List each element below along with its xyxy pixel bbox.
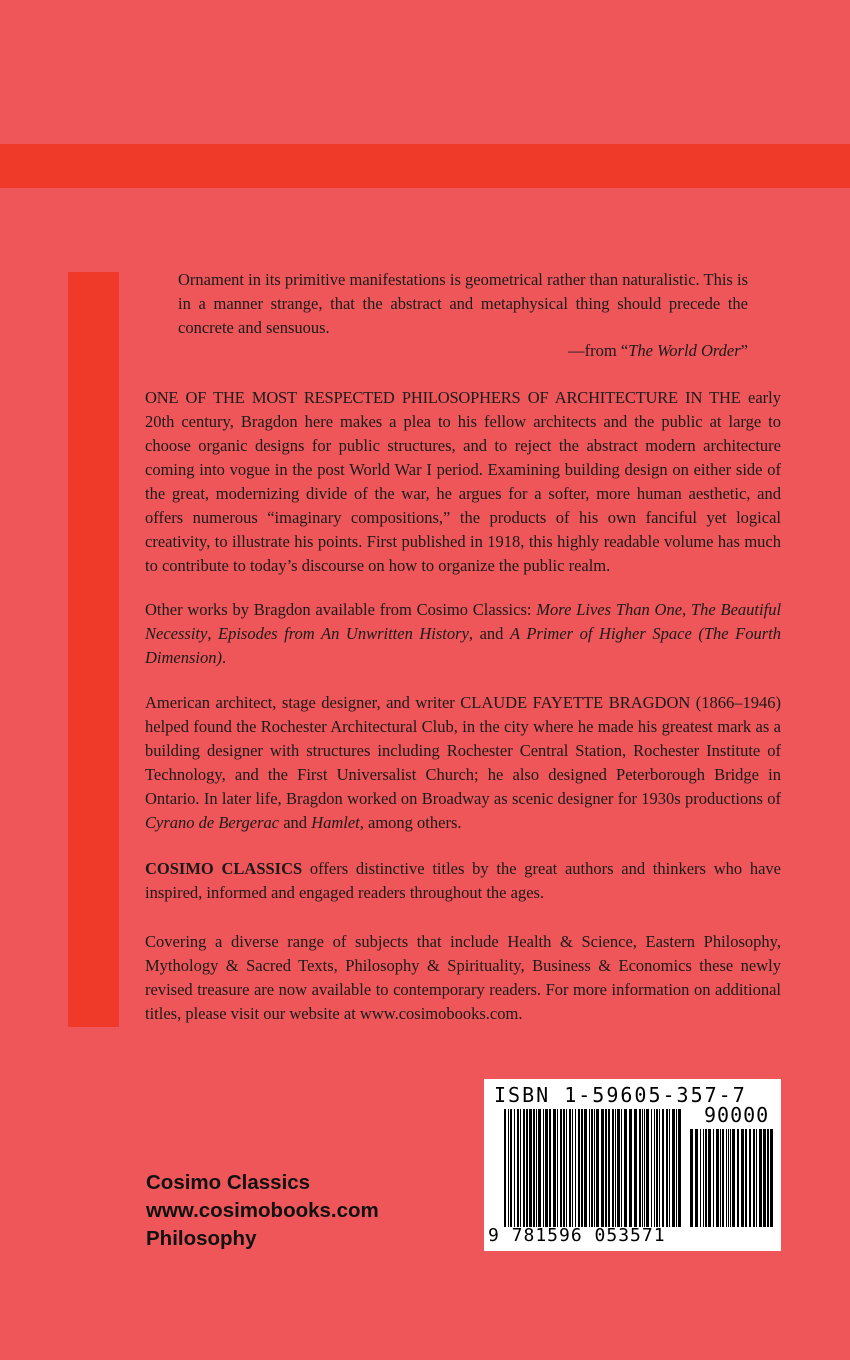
barcode-bar	[716, 1129, 719, 1227]
barcode-bar	[732, 1129, 735, 1227]
price-code: 90000	[704, 1103, 770, 1127]
barcode-bar	[545, 1109, 548, 1227]
barcode-bar	[639, 1109, 641, 1227]
barcode-bar	[575, 1109, 576, 1227]
publisher-name: Cosimo Classics	[146, 1171, 311, 1194]
bio-work-title: Hamlet	[311, 813, 360, 832]
isbn-label: ISBN 1-59605-357-7	[494, 1083, 747, 1107]
barcode-bar	[753, 1129, 755, 1227]
barcode-bar	[745, 1129, 747, 1227]
other-work-title: More Lives Than One	[536, 600, 683, 619]
barcode-bar	[569, 1109, 571, 1227]
barcode-bar	[703, 1129, 704, 1227]
barcode-bar	[759, 1129, 762, 1227]
barcode-bar	[713, 1129, 714, 1227]
barcode-bar	[605, 1109, 607, 1227]
barcode-bar	[728, 1129, 729, 1227]
barcode-bar	[666, 1109, 668, 1227]
barcode-bar	[741, 1129, 744, 1227]
barcode-bar	[523, 1109, 525, 1227]
barcode-bar	[654, 1109, 655, 1227]
barcode-bar	[596, 1109, 599, 1227]
barcode-bar	[578, 1109, 580, 1227]
barcode-bar	[676, 1109, 677, 1227]
side-accent-bar	[68, 272, 119, 1027]
separator: ,	[207, 624, 219, 643]
other-work-title: A Primer of Higher Space (The Fourth Dimension)	[145, 624, 781, 667]
barcode-bar	[563, 1109, 565, 1227]
barcode-bar	[594, 1109, 595, 1227]
separator: ,	[682, 600, 691, 619]
barcode-bar	[581, 1109, 583, 1227]
barcode-bar	[672, 1109, 675, 1227]
barcode-bar	[720, 1129, 721, 1227]
conjunction: and	[279, 813, 312, 832]
barcode-bar	[770, 1129, 773, 1227]
barcode-bar	[662, 1109, 664, 1227]
bio-text: American architect, stage designer, and writer CLAUDE FAYETTE BRAGDON (1866–1946) helped found the Rochester Architectural Club, in the city where he made his greatest mark as a building designer with structures including Rochester Central Station, Rochester Institute of Technology, and the First Universalist Church; he also designed Peterborough Bridge in Ontario. In later life, Bragdon worked on Broadway as scenic designer for 1930s productions of	[145, 693, 781, 808]
covering-paragraph: Covering a diverse range of subjects that include Health & Science, Eastern Philosophy, Mythology & Sacred Texts, Philosophy & Spirituality, Business & Economics these newly revised treasure are now available to contemporary readers. For more information on additional titles, please visit our website at www.cosimobooks.com.	[145, 932, 781, 1023]
barcode-bar	[504, 1109, 506, 1227]
barcode-bar	[749, 1129, 751, 1227]
barcode-bar	[560, 1109, 562, 1227]
barcode-bar	[526, 1109, 528, 1227]
barcode-bar	[722, 1129, 724, 1227]
barcode-bar	[767, 1129, 769, 1227]
cosimo-brand: COSIMO CLASSICS	[145, 859, 303, 878]
epigraph-quote: Ornament in its primitive manifestations is geometrical rather than naturalistic. This is in a manner strange, that the abstract and metaphysical thing should precede the concrete and sensuous.	[178, 270, 748, 337]
top-accent-band	[0, 144, 850, 188]
barcode-bar	[591, 1109, 593, 1227]
barcode-bar	[690, 1129, 693, 1227]
barcode-bar	[584, 1109, 587, 1227]
barcode-bar	[514, 1109, 515, 1227]
attribution-suffix: ”	[740, 341, 748, 360]
attribution-prefix: —from “	[568, 341, 629, 360]
barcode-bar	[644, 1109, 645, 1227]
addon-barcode-bars-icon	[690, 1129, 774, 1227]
barcode-bar	[520, 1109, 521, 1227]
ean-number: 9 781596 053571	[488, 1225, 666, 1246]
barcode-bar	[705, 1129, 707, 1227]
description-paragraph	[145, 386, 781, 578]
cosimo-paragraph	[145, 857, 781, 905]
author-bio-paragraph	[145, 691, 781, 835]
epigraph-attribution	[178, 340, 748, 362]
barcode-bar	[543, 1109, 544, 1227]
period: .	[222, 648, 227, 667]
barcode-bar	[669, 1109, 670, 1227]
attribution-title: The World Order	[628, 341, 741, 360]
publisher-website: www.cosimobooks.com	[146, 1199, 379, 1222]
barcode-bar	[624, 1109, 627, 1227]
isbn-barcode	[484, 1079, 781, 1251]
bio-work-title: Cyrano de Bergerac	[145, 813, 280, 832]
barcode-bar	[656, 1109, 658, 1227]
barcode-bar	[756, 1129, 757, 1227]
barcode-bar	[589, 1109, 590, 1227]
barcode-bar	[549, 1109, 551, 1227]
barcode-bar	[726, 1129, 727, 1227]
barcode-bar	[538, 1109, 541, 1227]
barcode-bar	[621, 1109, 622, 1227]
barcode-bar	[510, 1109, 512, 1227]
barcode-bars-icon	[504, 1109, 684, 1227]
barcode-bar	[601, 1109, 604, 1227]
barcode-bar	[529, 1109, 532, 1227]
barcode-bar	[708, 1129, 711, 1227]
barcode-bar	[608, 1109, 610, 1227]
other-work-title: The Beautiful Necessity	[145, 600, 782, 643]
description-text: early 20th century, Bragdon here makes a plea to his fellow architects and the public at large to choose organic designs for public structures, and to reject the abstract modern architecture coming into vogue in the post World War I period. Examining building design on either side of the great, modernizing divide of the war, he argues for a softer, more human aesthetic, and offers numerous “imaginary compositions,” the products of his own fanciful yet logical creativity, to illustrate his points. First published in 1918, this highly readable volume has much to contribute to today’s discourse on how to organize the public realm.	[145, 388, 781, 575]
barcode-bar	[642, 1109, 643, 1227]
barcode-bar	[695, 1129, 698, 1227]
separator: , and	[468, 624, 510, 643]
barcode-bar	[533, 1109, 535, 1227]
other-works-intro: Other works by Bragdon available from Cosimo Classics:	[145, 600, 537, 619]
barcode-bar	[612, 1109, 614, 1227]
barcode-bar	[572, 1109, 573, 1227]
barcode-bar	[615, 1109, 616, 1227]
barcode-bar	[557, 1109, 558, 1227]
barcode-bar	[566, 1109, 567, 1227]
other-work-title: Episodes from An Unwritten History	[218, 624, 469, 643]
barcode-bar	[763, 1129, 766, 1227]
barcode-bar	[659, 1109, 660, 1227]
barcode-bar	[651, 1109, 652, 1227]
cosimo-text: offers distinctive titles by the great authors and thinkers who have inspired, informed and engaged readers throughout the ages.	[145, 859, 781, 902]
barcode-bar	[553, 1109, 556, 1227]
other-works-paragraph	[145, 598, 781, 670]
barcode-bar	[730, 1129, 731, 1227]
description-lead: ONE OF THE MOST RESPECTED PHILOSOPHERS OF ARCHITECTURE IN THE	[145, 388, 741, 407]
barcode-bar	[700, 1129, 701, 1227]
barcode-bar	[536, 1109, 537, 1227]
barcode-bar	[517, 1109, 519, 1227]
barcode-bar	[508, 1109, 509, 1227]
barcode-bar	[629, 1109, 632, 1227]
bio-end: , among others.	[359, 813, 462, 832]
barcode-bar	[617, 1109, 620, 1227]
barcode-bar	[678, 1109, 681, 1227]
barcode-bar	[646, 1109, 649, 1227]
publisher-block	[146, 1169, 379, 1253]
publisher-category: Philosophy	[146, 1227, 257, 1250]
barcode-bar	[737, 1129, 739, 1227]
barcode-bar	[634, 1109, 637, 1227]
